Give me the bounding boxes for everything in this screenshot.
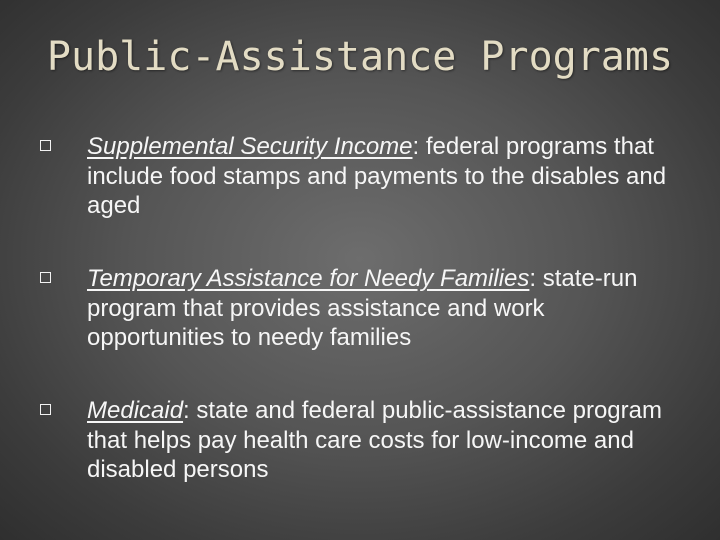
bullet-text xyxy=(87,396,687,485)
bullet-separator: : xyxy=(529,265,537,292)
square-bullet-icon xyxy=(40,272,51,283)
square-bullet-icon xyxy=(40,140,51,151)
bullet-separator: : xyxy=(183,397,190,424)
bullet-text xyxy=(87,264,687,353)
bullet-description: federal programs that include food stamps and payments to the disables and aged xyxy=(87,133,667,219)
square-bullet-icon xyxy=(40,404,51,415)
bullet-separator: : xyxy=(412,133,420,160)
bullet-term: Supplemental Security Income xyxy=(87,133,413,160)
bullet-term: Medicaid xyxy=(87,397,184,424)
bullet-term: Temporary Assistance for Needy Families xyxy=(87,265,530,292)
bullet-description: state and federal public-assistance program that helps pay health care costs for low-income and disabled persons xyxy=(87,397,662,483)
bullet-description: state-run program that provides assistance and work opportunities to needy families xyxy=(87,265,638,351)
bullet-text xyxy=(87,132,687,221)
slide-title: Public-Assistance Programs xyxy=(46,34,674,80)
